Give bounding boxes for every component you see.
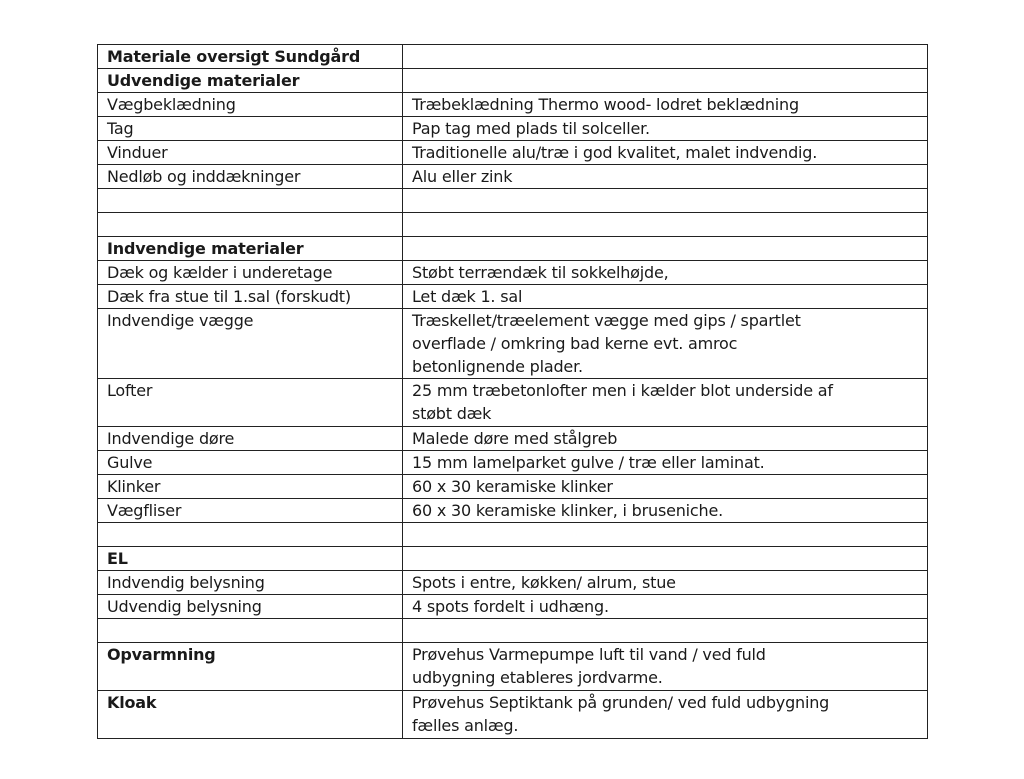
table-cell-empty — [98, 189, 403, 213]
row-value-line: udbygning etableres jordvarme. — [412, 668, 663, 687]
row-value-line: betonlignende plader. — [412, 357, 583, 376]
row-label: Indvendig belysning — [98, 571, 403, 595]
table-cell-empty — [403, 213, 928, 237]
table-cell-empty — [403, 69, 928, 93]
section-heading-indoor: Indvendige materialer — [98, 237, 403, 261]
row-value: 4 spots fordelt i udhæng. — [403, 595, 928, 619]
row-label: Vinduer — [98, 141, 403, 165]
table-row — [98, 261, 928, 285]
table-row-empty — [98, 189, 928, 213]
row-value-line: Prøvehus Septiktank på grunden/ ved fuld udbygning — [412, 693, 830, 712]
section-heading-heating: Opvarmning — [98, 643, 403, 691]
row-label: Vægfliser — [98, 499, 403, 523]
table-row-heating — [98, 643, 928, 691]
row-label: Indvendige døre — [98, 427, 403, 451]
row-label: Indvendige vægge — [98, 309, 403, 379]
table-row-empty — [98, 619, 928, 643]
materials-table — [97, 44, 928, 739]
row-value-line: Prøvehus Varmepumpe luft til vand / ved fuld — [412, 645, 766, 664]
table-row — [98, 499, 928, 523]
table-row-section-el — [98, 547, 928, 571]
row-value — [403, 691, 928, 739]
row-value: Spots i entre, køkken/ alrum, stue — [403, 571, 928, 595]
table-row-empty — [98, 523, 928, 547]
row-label: Dæk og kælder i underetage — [98, 261, 403, 285]
table-title: Materiale oversigt Sundgård — [98, 45, 403, 69]
table-row — [98, 117, 928, 141]
table-row — [98, 285, 928, 309]
section-heading-sewer: Kloak — [98, 691, 403, 739]
row-label: Dæk fra stue til 1.sal (forskudt) — [98, 285, 403, 309]
row-value-line: overflade / omkring bad kerne evt. amroc — [412, 334, 738, 353]
table-row — [98, 165, 928, 189]
row-label: Lofter — [98, 379, 403, 427]
table-row — [98, 427, 928, 451]
row-value: 15 mm lamelparket gulve / træ eller laminat. — [403, 451, 928, 475]
section-heading-el: EL — [98, 547, 403, 571]
row-value — [403, 309, 928, 379]
table-row-empty — [98, 213, 928, 237]
row-label: Klinker — [98, 475, 403, 499]
table-row-section-outdoor — [98, 69, 928, 93]
table-row-title — [98, 45, 928, 69]
row-value: Malede døre med stålgreb — [403, 427, 928, 451]
row-value: Træbeklædning Thermo wood- lodret beklædning — [403, 93, 928, 117]
table-row — [98, 379, 928, 427]
row-value — [403, 379, 928, 427]
row-value: Pap tag med plads til solceller. — [403, 117, 928, 141]
row-value-line: 25 mm træbetonlofter men i kælder blot underside af — [412, 381, 833, 400]
row-value — [403, 643, 928, 691]
table-cell-empty — [403, 619, 928, 643]
table-cell-empty — [98, 523, 403, 547]
row-value: Let dæk 1. sal — [403, 285, 928, 309]
row-value-line: støbt dæk — [412, 404, 492, 423]
table-row-section-indoor — [98, 237, 928, 261]
row-label: Udvendig belysning — [98, 595, 403, 619]
table-cell-empty — [403, 189, 928, 213]
table-row — [98, 93, 928, 117]
row-value-line: fælles anlæg. — [412, 716, 519, 735]
row-value: Støbt terrændæk til sokkelhøjde, — [403, 261, 928, 285]
table-row-sewer — [98, 691, 928, 739]
section-heading-outdoor: Udvendige materialer — [98, 69, 403, 93]
row-value: Alu eller zink — [403, 165, 928, 189]
row-value: Traditionelle alu/træ i god kvalitet, malet indvendig. — [403, 141, 928, 165]
table-cell-empty — [403, 45, 928, 69]
row-label: Nedløb og inddækninger — [98, 165, 403, 189]
row-label: Vægbeklædning — [98, 93, 403, 117]
row-label: Gulve — [98, 451, 403, 475]
table-cell-empty — [403, 547, 928, 571]
table-cell-empty — [98, 619, 403, 643]
table-row — [98, 309, 928, 379]
row-value: 60 x 30 keramiske klinker, i bruseniche. — [403, 499, 928, 523]
table-cell-empty — [98, 213, 403, 237]
row-label: Tag — [98, 117, 403, 141]
table-row — [98, 595, 928, 619]
row-value-line: Træskellet/træelement vægge med gips / spartlet — [412, 311, 801, 330]
row-value: 60 x 30 keramiske klinker — [403, 475, 928, 499]
table-row — [98, 475, 928, 499]
table-row — [98, 451, 928, 475]
table-cell-empty — [403, 523, 928, 547]
table-row — [98, 141, 928, 165]
table-cell-empty — [403, 237, 928, 261]
table-row — [98, 571, 928, 595]
